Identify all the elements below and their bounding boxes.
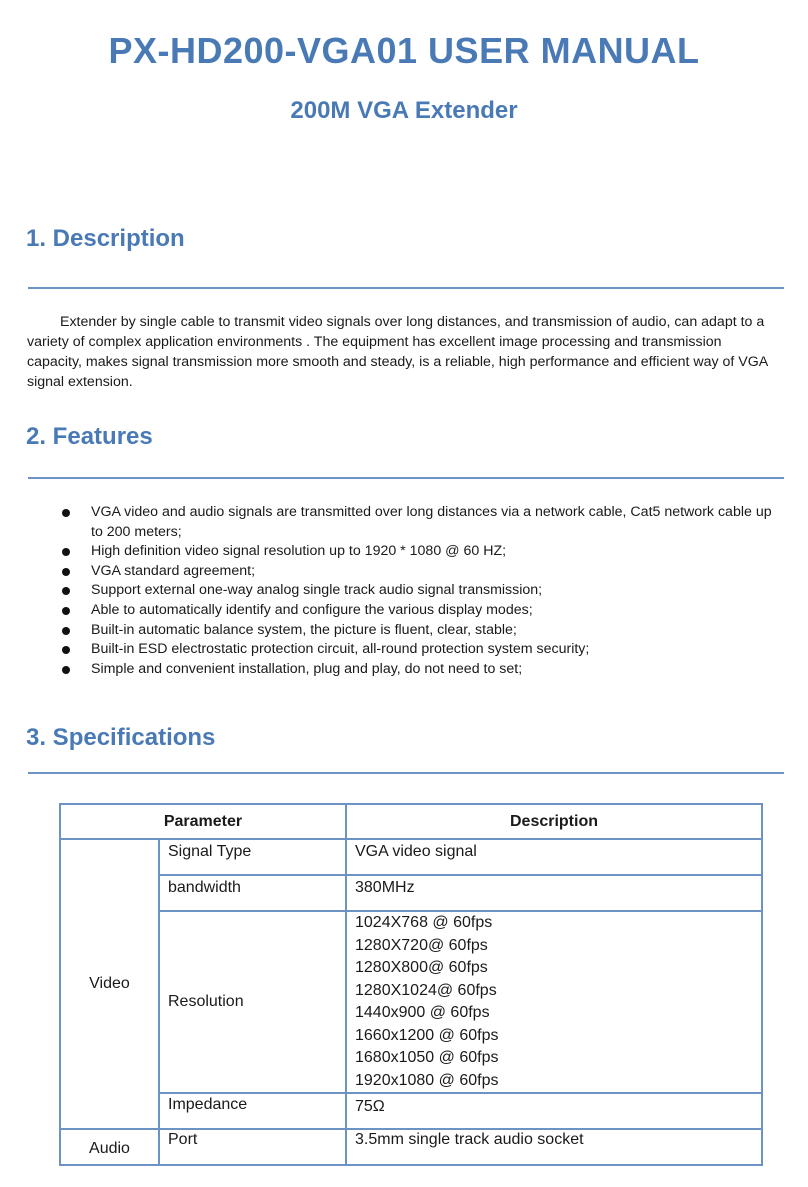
feature-text: Simple and convenient installation, plug and play, do not need to set; <box>91 660 523 677</box>
feature-text: VGA standard agreement; <box>91 562 256 579</box>
bullet-icon <box>62 666 70 674</box>
feature-text: Built-in automatic balance system, the picture is fluent, clear, stable; <box>91 621 517 638</box>
param-port: Port <box>159 1129 346 1165</box>
bullet-icon <box>62 646 70 654</box>
table-header-row <box>60 804 762 839</box>
manual-subtitle: 200M VGA Extender <box>290 97 518 124</box>
feature-item <box>60 621 780 641</box>
feature-text: Able to automatically identify and configure the various display modes; <box>91 601 533 618</box>
feature-text: VGA video and audio signals are transmitted over long distances via a network cable, Cat5 network cable up to 200 meters; <box>91 504 772 540</box>
section-heading-description: 1. Description <box>26 225 185 252</box>
bullet-icon <box>62 509 70 517</box>
feature-item <box>60 581 780 601</box>
header-description: Description <box>346 804 762 839</box>
section-divider <box>28 287 784 289</box>
resolution-line: 1280X800@ 60fps <box>355 959 488 976</box>
bullet-icon <box>62 568 70 576</box>
resolution-line: 1920x1080 @ 60fps <box>355 1071 499 1089</box>
feature-text: High definition video signal resolution up to 1920 * 1080 @ 60 HZ; <box>91 543 507 560</box>
value-port: 3.5mm single track audio socket <box>346 1129 762 1165</box>
resolution-line: 1680x1050 @ 60fps <box>355 1049 499 1066</box>
resolution-line: 1440x900 @ 60fps <box>355 1004 490 1021</box>
table-row <box>60 839 762 875</box>
feature-item <box>60 601 780 621</box>
feature-text: Built-in ESD electrostatic protection circuit, all-round protection system security; <box>91 641 590 658</box>
specifications-table <box>59 803 763 1166</box>
header-parameter: Parameter <box>60 804 346 839</box>
resolution-line: 1024X768 @ 60fps <box>355 914 493 931</box>
bullet-icon <box>62 548 70 556</box>
resolution-line: 1280X720@ 60fps <box>355 936 488 954</box>
feature-text: Support external one-way analog single track audio signal transmission; <box>91 582 543 599</box>
table-row <box>60 911 762 1093</box>
value-resolution <box>346 911 762 1093</box>
section-heading-specifications: 3. Specifications <box>26 724 216 751</box>
table-row <box>60 1093 762 1129</box>
section-divider <box>28 772 784 774</box>
resolution-line: 1660x1200 @ 60fps <box>355 1026 499 1044</box>
param-bandwidth: bandwidth <box>159 875 346 911</box>
resolution-line: 1280X1024@ 60fps <box>355 981 497 999</box>
param-signal-type: Signal Type <box>159 839 346 875</box>
group-audio: Audio <box>60 1129 159 1165</box>
manual-title: PX-HD200-VGA01 USER MANUAL <box>108 30 700 71</box>
feature-item <box>60 542 780 562</box>
param-resolution: Resolution <box>159 911 346 1093</box>
bullet-icon <box>62 587 70 595</box>
feature-item <box>60 640 780 660</box>
feature-item <box>60 660 780 680</box>
group-video: Video <box>60 839 159 1129</box>
bullet-icon <box>62 627 70 635</box>
value-signal-type: VGA video signal <box>346 839 762 875</box>
value-impedance: 75Ω <box>346 1093 762 1129</box>
table-row <box>60 1129 762 1165</box>
feature-item <box>60 562 780 582</box>
feature-item <box>60 503 780 542</box>
section-heading-features: 2. Features <box>26 423 153 450</box>
param-impedance: Impedance <box>159 1093 346 1129</box>
features-list <box>60 503 780 679</box>
description-paragraph: Extender by single cable to transmit video signals over long distances, and transmission of audio, can adapt to a variety of complex application environments . The equipment has excellent image processing and transmission capacity, makes signal transmission more smooth and steady, is a reliable, high performance and efficient way of VGA signal extension. <box>27 314 768 390</box>
section-divider <box>28 477 784 479</box>
value-bandwidth: 380MHz <box>346 875 762 911</box>
bullet-icon <box>62 607 70 615</box>
table-row <box>60 875 762 911</box>
